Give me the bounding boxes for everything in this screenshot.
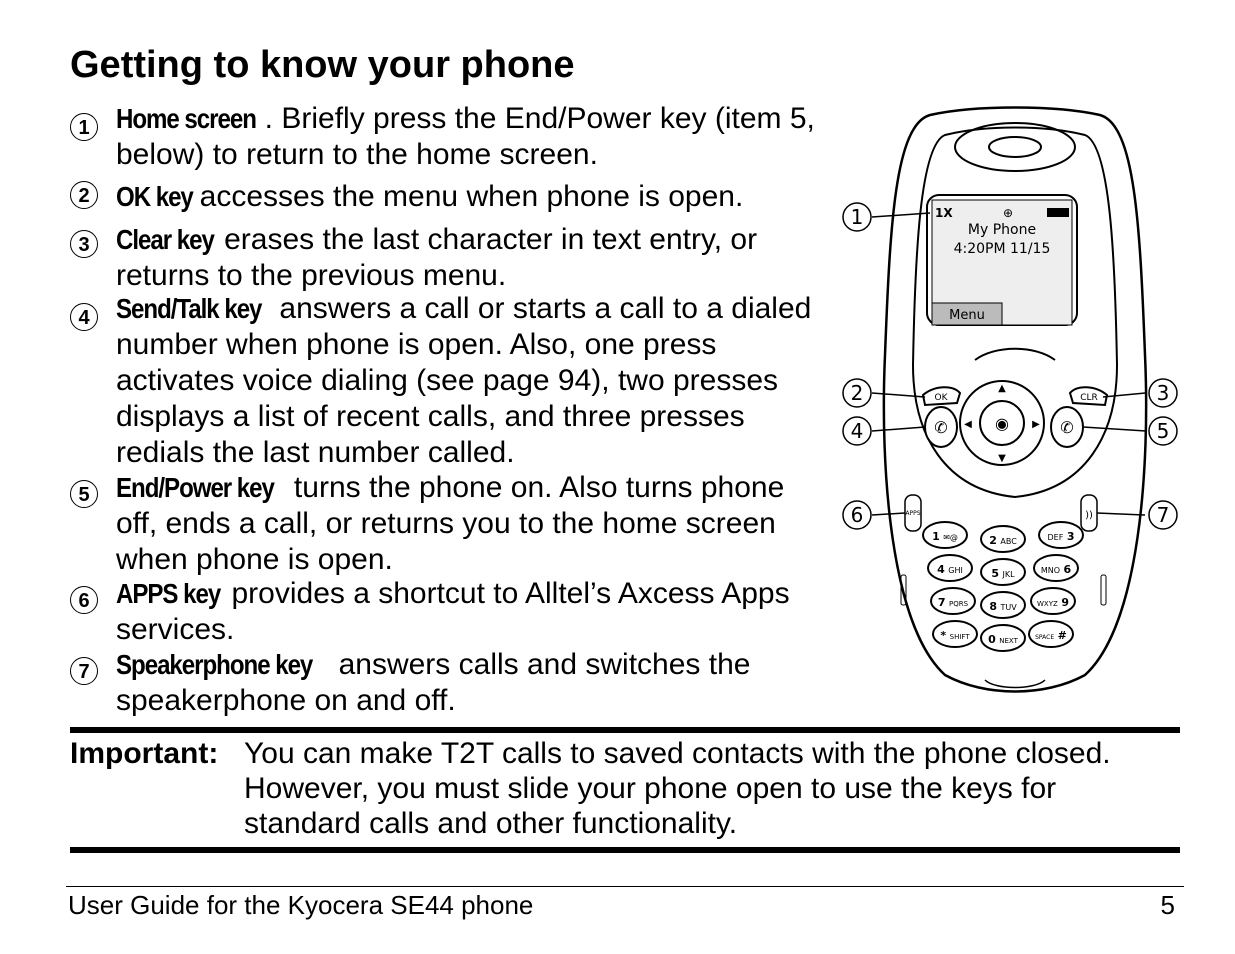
callout-7: 7 xyxy=(1156,503,1170,527)
important-note xyxy=(70,736,1180,841)
svg-text:8 TUV: 8 TUV xyxy=(989,600,1017,613)
callout-number: 3 xyxy=(70,230,98,258)
clr-key-label: CLR xyxy=(1080,393,1098,403)
key-0: 0 xyxy=(988,633,996,646)
callout-6: 6 xyxy=(850,503,864,527)
page-number: 5 xyxy=(1160,890,1175,920)
footer-divider xyxy=(66,886,1184,887)
list-item-send-talk-key xyxy=(70,291,830,471)
important-text: You can make T2T calls to saved contacts with the phone closed. However, you must slide your phone open to use the keys for standard calls and other functionality. xyxy=(244,737,1111,840)
nav-left-icon: ◀ xyxy=(964,419,972,430)
svg-text:2 ABC: 2 ABC xyxy=(989,534,1017,547)
item-term: Clear key xyxy=(116,224,214,255)
battery-icon xyxy=(1047,208,1069,217)
ok-key-label: OK xyxy=(934,393,948,403)
phone-illustration xyxy=(835,105,1195,700)
callout-number: 7 xyxy=(70,657,98,685)
list-item-home-screen xyxy=(70,101,830,173)
key-4: 4 xyxy=(937,563,945,576)
list-item-end-power-key xyxy=(70,470,830,578)
callout-5: 5 xyxy=(1156,419,1170,443)
nav-right-icon: ▶ xyxy=(1032,419,1040,430)
item-text: turns the phone on. Also turns phone off, ends a call, or returns you to the home screen when phone is open. xyxy=(116,471,785,576)
apps-key-label: APPS xyxy=(905,510,921,517)
callout-number: 1 xyxy=(70,113,98,141)
list-item-ok-key xyxy=(70,179,830,215)
key-9: 9 xyxy=(1061,596,1069,609)
item-text: answers a call or starts a call to a dialed number when phone is open. Also, one press activates voice dialing (see page 94), two presses displays a list of recent calls, and three presses redials the last number called. xyxy=(116,292,812,469)
svg-text:5 JKL: 5 JKL xyxy=(991,567,1015,580)
key-star: * xyxy=(940,629,947,642)
callout-number: 2 xyxy=(70,181,98,209)
key-3: 3 xyxy=(1066,530,1075,543)
callout-4: 4 xyxy=(850,419,864,443)
send-key-icon: ✆ xyxy=(934,418,948,437)
item-term: End/Power key xyxy=(116,472,274,503)
list-item-clear-key xyxy=(70,222,830,294)
key-8: 8 xyxy=(989,600,997,613)
item-term: OK key xyxy=(116,181,193,212)
list-item-apps-key xyxy=(70,576,830,648)
callout-3: 3 xyxy=(1156,381,1170,405)
callout-number: 6 xyxy=(70,586,98,614)
item-term: Send/Talk key xyxy=(116,293,262,324)
svg-text:DEF 3: DEF 3 xyxy=(1047,530,1075,543)
list-item-speakerphone-key xyxy=(70,647,830,719)
item-text: provides a shortcut to Alltel’s Axcess Apps services. xyxy=(116,577,790,646)
callout-number: 4 xyxy=(70,303,98,331)
nav-center-icon: ◉ xyxy=(995,414,1009,433)
divider-bottom xyxy=(70,847,1180,853)
key-1: 1 xyxy=(932,530,940,543)
nav-up-icon: ▲ xyxy=(998,383,1006,394)
key-5: 5 xyxy=(991,567,1000,580)
callout-number: 5 xyxy=(70,480,98,508)
item-term: Speakerphone key xyxy=(116,649,313,680)
svg-text:* SHIFT: * SHIFT xyxy=(940,629,970,642)
speaker-key-icon: )) xyxy=(1085,510,1093,521)
item-term: Home screen xyxy=(116,103,256,134)
key-hash: # xyxy=(1057,629,1067,642)
divider-top xyxy=(70,727,1180,733)
svg-text:0 NEXT: 0 NEXT xyxy=(988,633,1018,646)
item-text: answers calls and switches the speakerphone on and off. xyxy=(116,648,751,717)
signal-icon: 1X xyxy=(935,206,953,220)
item-text: accesses the menu when phone is open. xyxy=(191,180,744,213)
key-6: 6 xyxy=(1063,563,1072,576)
end-key-icon: ✆ xyxy=(1060,418,1074,437)
svg-text:4 GHI: 4 GHI xyxy=(937,563,963,576)
page-title: Getting to know your phone xyxy=(70,44,575,86)
menu-softkey: Menu xyxy=(949,308,985,323)
important-label: Important: xyxy=(70,737,219,770)
item-text: erases the last character in text entry, or returns to the previous menu. xyxy=(116,223,758,292)
svg-text:WXYZ 9: WXYZ 9 xyxy=(1037,596,1069,609)
svg-text:SPACE #: SPACE # xyxy=(1035,629,1067,642)
callout-2: 2 xyxy=(850,381,864,405)
key-7: 7 xyxy=(937,596,946,609)
svg-text:7 PQRS: 7 PQRS xyxy=(937,596,969,609)
callout-1: 1 xyxy=(850,205,864,229)
nav-down-icon: ▼ xyxy=(998,453,1006,464)
footer-title: User Guide for the Kyocera SE44 phone xyxy=(68,890,534,920)
screen-time: 4:20PM 11/15 xyxy=(953,241,1051,257)
svg-text:MNO 6: MNO 6 xyxy=(1040,563,1072,576)
item-text: . Briefly press the End/Power key (item 5, below) to return to the home screen. xyxy=(116,102,815,171)
item-term: APPS key xyxy=(116,578,221,609)
svg-text:1 ✉@: 1 ✉@ xyxy=(932,530,958,543)
status-icon: ⊕ xyxy=(1003,206,1014,220)
screen-name: My Phone xyxy=(967,222,1037,238)
key-2: 2 xyxy=(989,534,997,547)
